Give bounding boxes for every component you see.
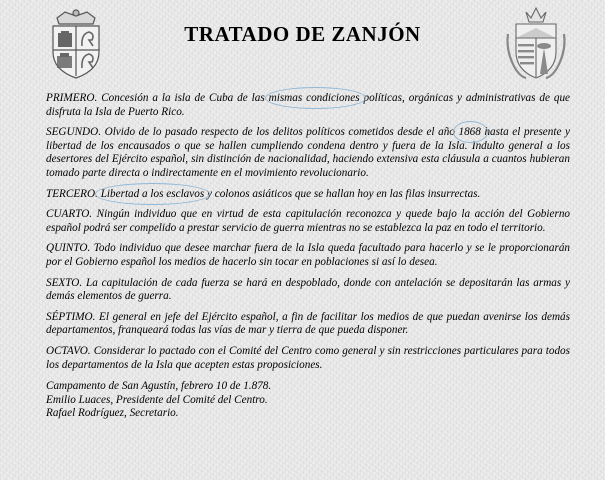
- clause-quinto: [46, 242, 570, 269]
- highlighted-phrase: mismas condiciones: [269, 92, 360, 104]
- signature-secretary: Rafael Rodríguez, Secretario.: [46, 406, 179, 419]
- clause-label: QUINTO.: [46, 242, 91, 255]
- clause-primero: [46, 92, 570, 119]
- clause-text: y colonos asiáticos que se hallan hoy en las filas insurrectas.: [206, 187, 481, 200]
- clause-tercero: [46, 188, 570, 202]
- clause-label: SEGUNDO.: [46, 126, 102, 139]
- clause-cuarto: [46, 208, 570, 235]
- clause-octavo: [46, 345, 570, 372]
- treaty-body: [46, 92, 570, 420]
- clause-label: PRIMERO.: [46, 92, 98, 104]
- clause-label: OCTAVO.: [46, 344, 91, 357]
- signature-president: Emilio Luaces, Presidente del Comité del Centro.: [46, 393, 268, 406]
- signature-block: [46, 380, 570, 420]
- highlighted-phrase: 1868: [458, 126, 480, 138]
- clause-septimo: [46, 311, 570, 338]
- clause-text: políticas, orgánicas y administrativas de que disfruta la Isla de Puerto Rico.: [46, 92, 571, 118]
- clause-text: El general en jefe del Ejército español, a fin de facilitar los medios de que puedan avenirse los demás departamentos, franqueará todas las vías de mar y tierra de que pueda disponer.: [46, 310, 571, 337]
- clause-text: Todo individuo que desee marchar fuera de la Isla queda facultado para hacerlo y se le proporcionarán por el Gobierno español los medios de hacerlo sin tocar en poblaciones si así lo desea.: [46, 242, 571, 268]
- clause-label: SEXTO.: [46, 276, 83, 289]
- clause-label: TERCERO.: [46, 187, 98, 200]
- clause-label: SÉPTIMO.: [46, 310, 96, 323]
- clause-text: La capitulación de cada fuerza se hará en despoblado, donde con antelación se depositarán las armas y demás elementos de guerra.: [46, 276, 570, 303]
- clause-text: Ningún individuo que en virtud de esta capitulación reconozca y quede bajo la acción del Gobierno español podrá ser compelido a prestar servicio de guerra mientras no se establezca la paz en todo el territorio.: [46, 208, 571, 234]
- clause-segundo: [46, 126, 570, 180]
- clause-sexto: [46, 277, 570, 304]
- highlighted-phrase: Libertad a los esclavos: [101, 188, 204, 200]
- clause-text: Olvido de lo pasado respecto de los delitos políticos cometidos desde el año: [104, 126, 455, 139]
- signature-place-date: Campamento de San Agustín, febrero 10 de 1.878.: [46, 380, 272, 393]
- document-title: TRATADO DE ZANJÓN: [184, 22, 421, 46]
- clause-text: Considerar lo pactado con el Comité del Centro como general y sin restricciones particulares para todos los departamentos de la Isla que acepten estas proposiciones.: [46, 344, 571, 371]
- clause-text: hasta el presente y libertad de los encausados o que se hallen cumpliendo condena dentro y fuera de la Isla. Indulto general a los desertores del Ejército español, sin distinción de nacionalidad, haciendo extensiva esta cláusula a cuantos hubieran tomado parte directa o indirectamente en el movimiento revolucionario.: [46, 126, 570, 179]
- clause-text: Concesión a la isla de Cuba de las: [101, 92, 265, 104]
- clause-label: CUARTO.: [46, 208, 93, 221]
